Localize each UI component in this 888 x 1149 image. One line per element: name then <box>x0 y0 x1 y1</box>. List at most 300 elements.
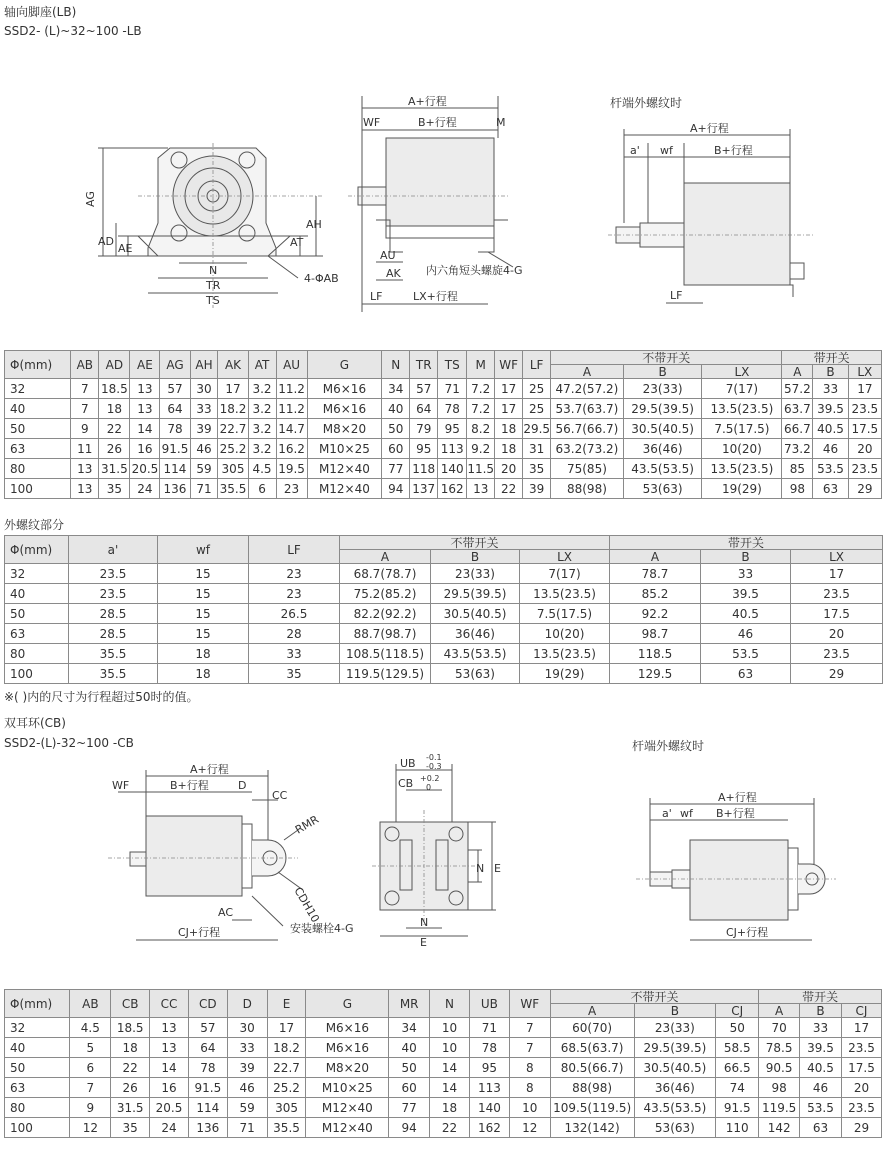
table-row <box>5 379 882 399</box>
table-cell: 18.5 <box>111 1018 150 1038</box>
t2-sub-no-b: B <box>634 1004 716 1018</box>
table-cell: 78 <box>160 419 190 439</box>
table-cell: 32 <box>5 379 71 399</box>
table-cell: 40 <box>5 399 71 419</box>
lb-d2-label-wf: WF <box>363 116 381 129</box>
table-cell: 82.2(92.2) <box>340 604 431 624</box>
table-cell: 7.5(17.5) <box>702 419 782 439</box>
table-cell: 64 <box>160 399 190 419</box>
table-cell: 22.7 <box>267 1058 306 1078</box>
table-cell: 57 <box>160 379 190 399</box>
table-cell: 3.2 <box>248 439 276 459</box>
table-cell: 63 <box>800 1118 842 1138</box>
table-cell: 50 <box>716 1018 759 1038</box>
table-cell: 16.2 <box>276 439 307 459</box>
table-cell: 85 <box>782 459 813 479</box>
table-cell: 8 <box>509 1078 550 1098</box>
table-cell: 11 <box>71 439 99 459</box>
t2-header-bore: Φ(mm) <box>5 990 70 1018</box>
table-cell: 18 <box>99 399 130 419</box>
table-cell: 11.2 <box>276 379 307 399</box>
table-cell: 40.5 <box>800 1058 842 1078</box>
cb-front-view-drawing <box>370 750 510 950</box>
t2-sub-with-b: B <box>800 1004 842 1018</box>
lb-d1-label-n: N <box>209 264 218 277</box>
table-cell: 7 <box>70 1078 111 1098</box>
table-cell: 14 <box>430 1078 470 1098</box>
table-cell: 34 <box>382 379 410 399</box>
table-cell: 40 <box>389 1038 430 1058</box>
table-cell: 94 <box>389 1118 430 1138</box>
table-cell: 23.5 <box>69 584 158 604</box>
table-cell: 39.5 <box>800 1038 842 1058</box>
t1-sub-with-b: B <box>813 365 848 379</box>
table-cell: 59 <box>227 1098 267 1118</box>
t2-sub-no-cj: CJ <box>716 1004 759 1018</box>
table-cell: 24 <box>150 1118 189 1138</box>
table-row <box>5 459 882 479</box>
table-cell: M8×20 <box>307 419 382 439</box>
table-cell: 35 <box>111 1118 150 1138</box>
table-cell: 23.5 <box>69 564 158 584</box>
t1-sub-with-a: A <box>782 365 813 379</box>
ext-header-wf: wf <box>158 536 249 564</box>
ext-group-with-switch: 带开关 <box>610 536 883 550</box>
table-cell: M6×16 <box>307 379 382 399</box>
lb-d2-label-au: AU <box>380 249 396 262</box>
table-cell: 33 <box>701 564 791 584</box>
table-cell: 20.5 <box>130 459 160 479</box>
table-cell: 98 <box>782 479 813 499</box>
t2-header-g: G <box>306 990 389 1018</box>
table-cell: 23.5 <box>841 1098 881 1118</box>
table-cell: 30 <box>190 379 218 399</box>
table-cell: 100 <box>5 479 71 499</box>
table-cell: 22 <box>111 1058 150 1078</box>
table-cell: 13 <box>71 459 99 479</box>
ext-sub-with-b: B <box>701 550 791 564</box>
table-cell: 19(29) <box>520 664 610 684</box>
table-cell: 22 <box>99 419 130 439</box>
ext-sub-no-a: A <box>340 550 431 564</box>
table-cell: 23.5 <box>848 459 881 479</box>
table-cell: 74 <box>716 1078 759 1098</box>
table-cell: 10 <box>430 1038 470 1058</box>
ext-thread-table <box>4 535 883 684</box>
table-cell: 53.5 <box>813 459 848 479</box>
table-cell: 118.5 <box>610 644 701 664</box>
table-cell: 57.2 <box>782 379 813 399</box>
cb-title: 双耳环(CB) <box>4 716 66 730</box>
t2-body <box>5 1018 882 1138</box>
table-cell: 119.5 <box>759 1098 800 1118</box>
cb-d1-label-a: A+行程 <box>190 763 229 776</box>
cb-d3-label-b: B+行程 <box>716 807 755 820</box>
table-cell: 35 <box>249 664 340 684</box>
table-cell: 63 <box>5 1078 70 1098</box>
cb-d1-label-cd: CDH10 <box>291 885 322 925</box>
table-cell: 13.5(23.5) <box>520 584 610 604</box>
table-cell: 305 <box>267 1098 306 1118</box>
table-cell: 36(46) <box>623 439 702 459</box>
table-cell: 7.5(17.5) <box>520 604 610 624</box>
table-cell: 17 <box>495 399 523 419</box>
cb-rod-title: 杆端外螺纹时 <box>632 739 705 753</box>
table-cell: 162 <box>438 479 467 499</box>
table-row <box>5 1078 882 1098</box>
table-cell: 79 <box>410 419 438 439</box>
table-cell: 23.5 <box>791 644 883 664</box>
ext-sub-no-b: B <box>431 550 520 564</box>
t1-header-ts: TS <box>438 351 467 379</box>
table-cell: 13 <box>467 479 495 499</box>
t2-header-cb: CB <box>111 990 150 1018</box>
t1-body <box>5 379 882 499</box>
t1-sub-no-a: A <box>551 365 624 379</box>
table-cell: 31.5 <box>111 1098 150 1118</box>
table-cell: 26 <box>99 439 130 459</box>
ext-sub-no-lx: LX <box>520 550 610 564</box>
lb-d2-label-g: 内六角短头螺旋4-G <box>426 264 523 277</box>
table-cell: 17 <box>495 379 523 399</box>
ext-note: ※( )内的尺寸为行程超过50时的值。 <box>4 690 199 704</box>
table-cell: 10(20) <box>702 439 782 459</box>
table-cell: 63 <box>813 479 848 499</box>
table-cell: 40 <box>5 1038 70 1058</box>
table-cell: 59 <box>190 459 218 479</box>
table-cell: 58.5 <box>716 1038 759 1058</box>
table-cell: 53(63) <box>623 479 702 499</box>
t1-group-no-switch: 不带开关 <box>551 351 782 365</box>
table-cell: 39.5 <box>701 584 791 604</box>
table-cell: 18.2 <box>218 399 248 419</box>
table-cell: 46 <box>800 1078 842 1098</box>
table-cell: 47.2(57.2) <box>551 379 624 399</box>
table-cell: 22 <box>430 1118 470 1138</box>
t1-header-at: AT <box>248 351 276 379</box>
table-cell: 50 <box>5 419 71 439</box>
table-row <box>5 624 883 644</box>
table-cell: 12 <box>509 1118 550 1138</box>
table-cell: 6 <box>70 1058 111 1078</box>
table-cell: 3.2 <box>248 379 276 399</box>
table-cell: 114 <box>160 459 190 479</box>
table-cell: 90.5 <box>759 1058 800 1078</box>
table-cell: 31.5 <box>99 459 130 479</box>
table-cell: 10(20) <box>520 624 610 644</box>
table-cell: 15 <box>158 584 249 604</box>
lb-d1-label-ts: TS <box>206 294 220 307</box>
table-cell: 29.5(39.5) <box>623 399 702 419</box>
ext-header-a-prime: a' <box>69 536 158 564</box>
t2-header-ab: AB <box>70 990 111 1018</box>
lb-title: 轴向脚座(LB) <box>4 5 77 19</box>
lb-d2-label-b: B+行程 <box>418 116 457 129</box>
table-cell: 13.5(23.5) <box>702 399 782 419</box>
table-cell: 23.5 <box>791 584 883 604</box>
table-cell: 17 <box>848 379 881 399</box>
table-cell: 71 <box>227 1118 267 1138</box>
table-cell: 14 <box>430 1058 470 1078</box>
table-cell: 80 <box>5 1098 70 1118</box>
t2-header-e: E <box>267 990 306 1018</box>
table-cell: 39.5 <box>813 399 848 419</box>
table-cell: 63.7 <box>782 399 813 419</box>
table-cell: 20 <box>848 439 881 459</box>
table-cell: 70 <box>759 1018 800 1038</box>
cb-d3-label-a: A+行程 <box>718 791 757 804</box>
table-cell: 33 <box>249 644 340 664</box>
table-cell: 60 <box>389 1078 430 1098</box>
table-cell: 23(33) <box>634 1018 716 1038</box>
table-cell: 28.5 <box>69 624 158 644</box>
cb-d2-label-ub: UB <box>400 757 416 770</box>
table-cell: 25.2 <box>267 1078 306 1098</box>
table-cell: 114 <box>188 1098 227 1118</box>
t1-header-tr: TR <box>410 351 438 379</box>
table-cell: M6×16 <box>306 1018 389 1038</box>
table-cell: 39 <box>523 479 551 499</box>
cb-d2-cb-tol-lower: 0 <box>426 783 432 792</box>
table-cell: 8 <box>509 1058 550 1078</box>
lb-d3-label-a-prime: a' <box>630 144 640 157</box>
t1-header-ag: AG <box>160 351 190 379</box>
table-cell: 17.5 <box>848 419 881 439</box>
lb-d1-label-ah: AH <box>306 218 322 231</box>
table-cell: 66.5 <box>716 1058 759 1078</box>
table-cell: 80.5(66.7) <box>550 1058 634 1078</box>
table-cell: 63 <box>701 664 791 684</box>
lb-d1-label-ad: AD <box>98 235 114 248</box>
table-row <box>5 564 883 584</box>
cb-d2-label-n-right: N <box>476 862 485 875</box>
table-cell: 68.7(78.7) <box>340 564 431 584</box>
table-cell: 50 <box>5 604 69 624</box>
table-cell: 33 <box>227 1038 267 1058</box>
table-cell: 14.7 <box>276 419 307 439</box>
table-cell: 29.5(39.5) <box>431 584 520 604</box>
table-cell: 25.2 <box>218 439 248 459</box>
table-cell: 43.5(53.5) <box>634 1098 716 1118</box>
table-cell: 31 <box>523 439 551 459</box>
table-cell: 9 <box>70 1098 111 1118</box>
table-cell: 17 <box>267 1018 306 1038</box>
lb-d1-label-4ab: 4-ΦAB <box>304 272 339 285</box>
table-cell: 46 <box>701 624 791 644</box>
table-cell: 35 <box>523 459 551 479</box>
cb-d1-label-ac: AC <box>218 906 234 919</box>
cb-d2-ub-tol-upper: -0.1 <box>426 753 442 762</box>
t1-header-g: G <box>307 351 382 379</box>
table-cell: 40.5 <box>701 604 791 624</box>
table-cell: 88(98) <box>551 479 624 499</box>
table-cell: M10×25 <box>306 1078 389 1098</box>
table-cell: 68.5(63.7) <box>550 1038 634 1058</box>
table-cell: 64 <box>410 399 438 419</box>
table-cell: 98 <box>759 1078 800 1098</box>
lb-d2-label-lx: LX+行程 <box>413 290 458 303</box>
t1-header-ad: AD <box>99 351 130 379</box>
table-cell: 26.5 <box>249 604 340 624</box>
table-cell: 18 <box>158 644 249 664</box>
t1-header-lf: LF <box>523 351 551 379</box>
table-cell: 53.5 <box>800 1098 842 1118</box>
table-row <box>5 584 883 604</box>
t2-header-ub: UB <box>469 990 509 1018</box>
table-cell: 39 <box>190 419 218 439</box>
lb-rod-end-drawing <box>608 115 813 313</box>
table-cell: 17.5 <box>791 604 883 624</box>
table-cell: 95 <box>410 439 438 459</box>
table-cell: 7(17) <box>702 379 782 399</box>
table-cell: 19.5 <box>276 459 307 479</box>
table-cell: 142 <box>759 1118 800 1138</box>
table-cell: 29 <box>791 664 883 684</box>
table-cell: 91.5 <box>716 1098 759 1118</box>
table-row <box>5 664 883 684</box>
cb-model: SSD2-(L)-32~100 -CB <box>4 736 134 750</box>
t1-header-wf: WF <box>495 351 523 379</box>
lb-rod-title: 杆端外螺纹时 <box>610 96 683 110</box>
table-cell: 140 <box>469 1098 509 1118</box>
table-row <box>5 1058 882 1078</box>
table-cell: 57 <box>188 1018 227 1038</box>
lb-d3-label-a: A+行程 <box>690 122 729 135</box>
table-cell: 17 <box>218 379 248 399</box>
table-cell: 75.2(85.2) <box>340 584 431 604</box>
table-cell: 73.2 <box>782 439 813 459</box>
cb-d2-ub-tol-lower: -0.3 <box>426 762 442 771</box>
table-row <box>5 604 883 624</box>
table-cell: 118 <box>410 459 438 479</box>
table-cell: 22 <box>495 479 523 499</box>
table-cell: 53.7(63.7) <box>551 399 624 419</box>
table-cell: 23 <box>249 584 340 604</box>
lb-dimension-table <box>4 350 882 499</box>
table-cell: M12×40 <box>307 479 382 499</box>
cb-d1-label-wf: WF <box>112 779 130 792</box>
table-cell: 91.5 <box>160 439 190 459</box>
cb-d1-label-b: B+行程 <box>170 779 209 792</box>
table-cell: 33 <box>190 399 218 419</box>
table-row <box>5 419 882 439</box>
table-cell: 9.2 <box>467 439 495 459</box>
table-cell: 60 <box>382 439 410 459</box>
table-cell: 18 <box>495 439 523 459</box>
table-cell: 23 <box>276 479 307 499</box>
cb-d2-label-n-bottom: N <box>420 916 429 929</box>
table-cell: 100 <box>5 664 69 684</box>
table-cell: 13 <box>150 1018 189 1038</box>
t2-group-no-switch: 不带开关 <box>550 990 759 1004</box>
table-cell: 140 <box>438 459 467 479</box>
cb-d3-label-cj: CJ+行程 <box>726 926 769 939</box>
cb-dimension-table <box>4 989 882 1138</box>
table-cell: 16 <box>130 439 160 459</box>
table-cell: 43.5(53.5) <box>431 644 520 664</box>
table-cell: 113 <box>469 1078 509 1098</box>
table-cell: 98.7 <box>610 624 701 644</box>
table-cell: 18 <box>430 1098 470 1118</box>
cb-d2-cb-tol-upper: +0.2 <box>420 774 440 783</box>
table-cell: 30.5(40.5) <box>431 604 520 624</box>
table-row <box>5 1098 882 1118</box>
table-cell: 162 <box>469 1118 509 1138</box>
table-cell: 3.2 <box>248 399 276 419</box>
table-row <box>5 399 882 419</box>
table-cell: 71 <box>469 1018 509 1038</box>
table-cell: 15 <box>158 564 249 584</box>
table-row <box>5 439 882 459</box>
ext-sub-with-a: A <box>610 550 701 564</box>
table-cell: M8×20 <box>306 1058 389 1078</box>
t2-header-mr: MR <box>389 990 430 1018</box>
table-cell: 6 <box>248 479 276 499</box>
table-cell: 4.5 <box>70 1018 111 1038</box>
table-cell: 16 <box>150 1078 189 1098</box>
lb-d3-label-b: B+行程 <box>714 144 753 157</box>
table-cell: 63 <box>5 439 71 459</box>
table-cell: 35.5 <box>267 1118 306 1138</box>
table-cell: 23(33) <box>623 379 702 399</box>
table-cell: 88(98) <box>550 1078 634 1098</box>
table-cell: 13.5(23.5) <box>702 459 782 479</box>
table-cell: 20 <box>791 624 883 644</box>
table-cell: 7.2 <box>467 379 495 399</box>
table-cell: 119.5(129.5) <box>340 664 431 684</box>
table-cell: 75(85) <box>551 459 624 479</box>
table-cell: 39 <box>227 1058 267 1078</box>
table-cell: 78 <box>469 1038 509 1058</box>
lb-front-view-drawing <box>78 128 368 313</box>
table-cell: 77 <box>382 459 410 479</box>
cb-rod-end-drawing <box>636 784 836 950</box>
table-cell: 25 <box>523 399 551 419</box>
table-cell: 30.5(40.5) <box>623 419 702 439</box>
table-cell: 18 <box>495 419 523 439</box>
table-cell: 109.5(119.5) <box>550 1098 634 1118</box>
table-cell: 60(70) <box>550 1018 634 1038</box>
cb-d2-label-e-bottom: E <box>420 936 427 949</box>
table-cell: 30 <box>227 1018 267 1038</box>
table-cell: 64 <box>188 1038 227 1058</box>
table-cell: 22.7 <box>218 419 248 439</box>
table-cell: 46 <box>227 1078 267 1098</box>
ext-header-bore: Φ(mm) <box>5 536 69 564</box>
table-cell: 29 <box>841 1118 881 1138</box>
cb-d3-label-a-prime: a' <box>662 807 672 820</box>
t1-header-au: AU <box>276 351 307 379</box>
t1-sub-no-b: B <box>623 365 702 379</box>
table-cell: 63.2(73.2) <box>551 439 624 459</box>
table-cell: 305 <box>218 459 248 479</box>
table-cell: 32 <box>5 564 69 584</box>
table-cell: M6×16 <box>307 399 382 419</box>
table-cell: 78.7 <box>610 564 701 584</box>
table-cell: 30.5(40.5) <box>634 1058 716 1078</box>
cb-d2-label-cb: CB <box>398 777 414 790</box>
t2-header-d: D <box>227 990 267 1018</box>
table-cell: 12 <box>70 1118 111 1138</box>
table-cell: 137 <box>410 479 438 499</box>
table-cell: 110 <box>716 1118 759 1138</box>
table-cell: 33 <box>800 1018 842 1038</box>
table-cell: 40 <box>382 399 410 419</box>
t2-header-cc: CC <box>150 990 189 1018</box>
lb-d1-label-ag: AG <box>84 191 97 207</box>
table-cell: 17.5 <box>841 1058 881 1078</box>
table-cell: 91.5 <box>188 1078 227 1098</box>
